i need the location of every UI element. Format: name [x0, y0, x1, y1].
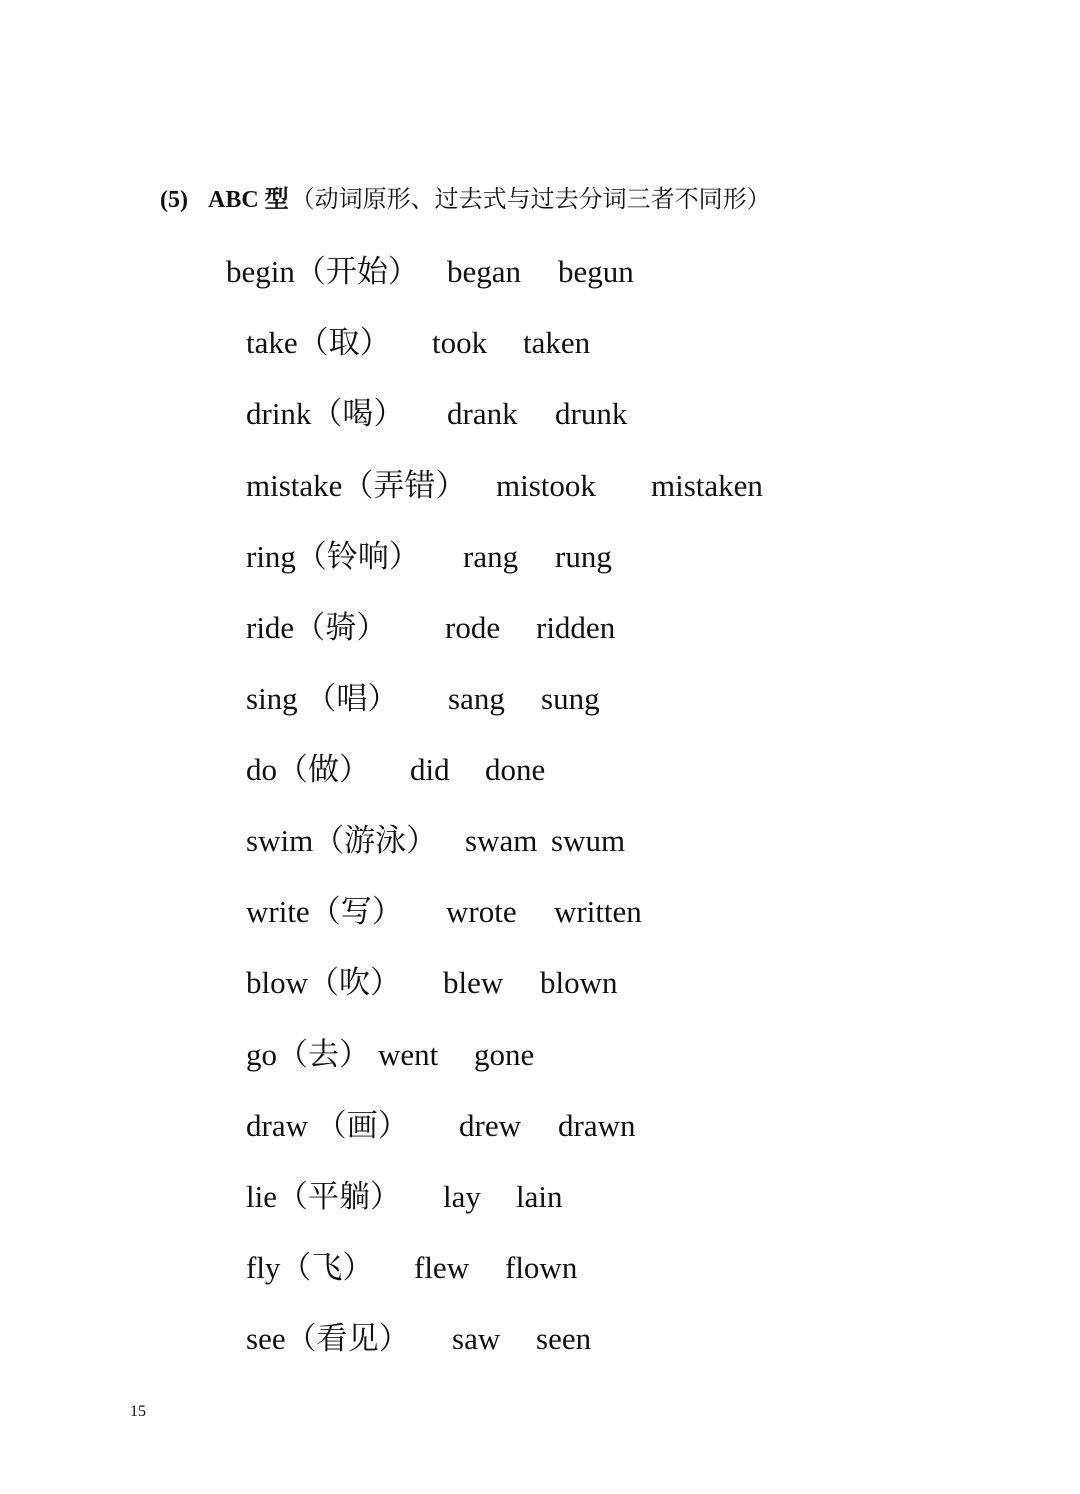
verb-past-participle: drunk — [555, 396, 628, 431]
verb-row — [0, 679, 1080, 719]
verb-base-form: take（取） — [246, 325, 391, 360]
verb-past-participle: rung — [555, 539, 612, 574]
verb-past-tense: did — [410, 752, 450, 787]
verb-past-participle: ridden — [536, 610, 616, 645]
verb-past-participle: mistaken — [651, 468, 763, 503]
verb-base-form: lie（平躺） — [246, 1179, 401, 1214]
verb-row — [0, 1177, 1080, 1217]
verb-past-participle: drawn — [558, 1108, 636, 1143]
verb-past-participle: taken — [523, 325, 591, 360]
verb-past-participle: written — [554, 894, 642, 929]
page-number: 15 — [130, 1403, 146, 1420]
verb-row — [0, 1106, 1080, 1146]
verb-row — [0, 608, 1080, 648]
verb-past-tense: wrote — [446, 894, 517, 929]
verb-past-tense: drew — [459, 1108, 521, 1143]
verb-row — [0, 537, 1080, 577]
verb-base-form: do（做） — [246, 752, 370, 787]
verb-row — [0, 394, 1080, 434]
verb-past-tense: took — [432, 325, 488, 360]
verb-past-participle: done — [485, 752, 546, 787]
verb-past-tense: began — [447, 254, 522, 289]
verb-base-form: fly（飞） — [246, 1250, 374, 1285]
verb-past-participle: gone — [474, 1037, 535, 1072]
verb-past-tense: drank — [447, 396, 518, 431]
verb-base-form: see（看见） — [246, 1321, 410, 1356]
verb-past-tense: flew — [414, 1250, 470, 1285]
verb-base-form: sing （唱） — [246, 681, 399, 716]
verb-row — [0, 1248, 1080, 1288]
verb-past-tense: went — [378, 1037, 439, 1072]
verb-past-participle: lain — [516, 1179, 563, 1214]
verb-base-form: draw （画） — [246, 1108, 409, 1143]
verb-past-tense: rang — [463, 539, 519, 574]
verb-past-tense: lay — [443, 1179, 481, 1214]
verb-past-tense: rode — [445, 610, 501, 645]
verb-base-form: ring（铃响） — [246, 539, 420, 574]
verb-past-tense: swam — [465, 823, 538, 858]
verb-row — [0, 466, 1080, 506]
verb-base-form: ride（骑） — [246, 610, 388, 645]
verb-past-participle: blown — [540, 965, 618, 1000]
verb-base-form: write（写） — [246, 894, 403, 929]
verb-base-form: swim（游泳） — [246, 823, 438, 858]
verb-base-form: begin（开始） — [226, 254, 419, 289]
verb-row — [0, 821, 1080, 861]
verb-past-participle: seen — [536, 1321, 592, 1356]
verb-past-tense: blew — [443, 965, 504, 1000]
verb-past-participle: sung — [541, 681, 600, 716]
verb-past-tense: mistook — [496, 468, 596, 503]
verb-past-participle: swum — [551, 823, 626, 858]
section-description: （动词原形、过去式与过去分词三者不同形） — [290, 187, 771, 213]
verb-row — [0, 750, 1080, 790]
verb-row — [0, 323, 1080, 363]
verb-base-form: drink（喝） — [246, 396, 405, 431]
verb-row — [0, 252, 1080, 292]
section-number: (5) — [160, 187, 188, 213]
verb-row — [0, 963, 1080, 1003]
verb-base-form: go（去） — [246, 1037, 370, 1072]
verb-row — [0, 1035, 1080, 1075]
verb-row — [0, 892, 1080, 932]
verb-past-participle: begun — [558, 254, 634, 289]
verb-past-participle: flown — [505, 1250, 578, 1285]
verb-past-tense: sang — [448, 681, 505, 716]
verb-base-form: blow（吹） — [246, 965, 401, 1000]
section-type: ABC 型 — [207, 187, 289, 213]
verb-past-tense: saw — [452, 1321, 501, 1356]
verb-base-form: mistake（弄错） — [246, 468, 467, 503]
verb-row — [0, 1319, 1080, 1359]
